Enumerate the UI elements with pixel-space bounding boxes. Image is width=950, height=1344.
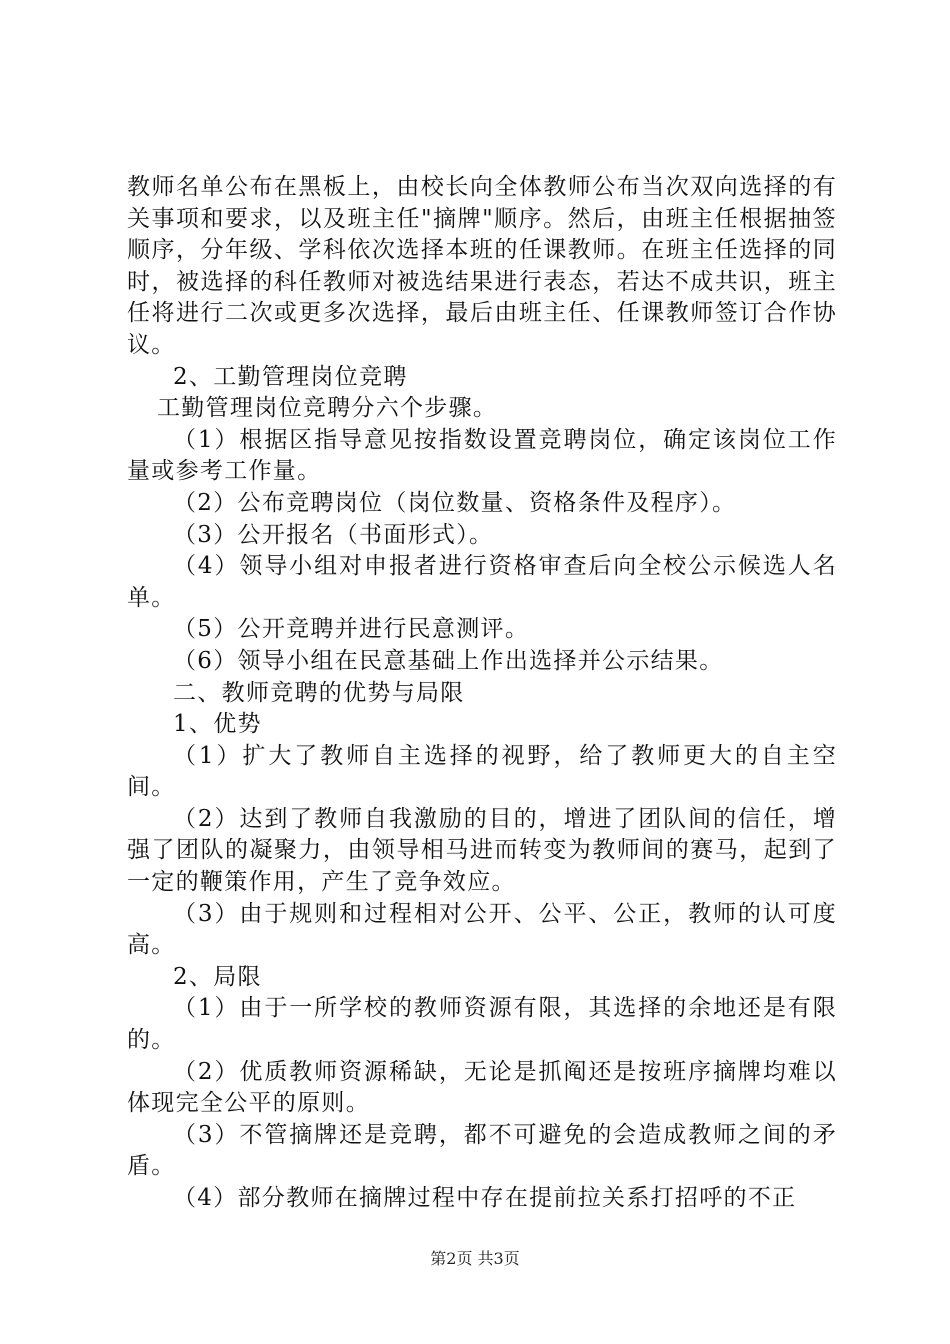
list-item-6: （6）领导小组在民意基础上作出选择并公示结果。 xyxy=(173,647,724,674)
paragraph-intro: 工勤管理岗位竞聘分六个步骤。 xyxy=(157,395,498,422)
list-item-3: （3）公开报名（书面形式）。 xyxy=(173,521,494,548)
body-text xyxy=(127,172,837,1215)
page-number-footer: 第2页 共3页 xyxy=(430,1249,520,1268)
list-item-4: （4）领导小组对申报者进行资格审查后向全校公示候选人名单。 xyxy=(127,553,837,611)
advantage-item-1: （1）扩大了教师自主选择的视野，给了教师更大的自主空间。 xyxy=(127,742,837,801)
paragraph-continuation: 教师名单公布在黑板上，由校长向全体教师公布当次双向选择的有关事项和要求，以及班主任"摘牌"顺序。然后，由班主任根据抽签顺序，分年级、学科依次选择本班的任课教师。在班主任选择的同时，被选择的科任教师对被选结果进行表态，若达不成共识，班主任将进行二次或更多次选择，最后由班主任、任课教师签订合作协议。 xyxy=(127,174,837,358)
chapter-heading: 二、教师竞聘的优势与局限 xyxy=(173,679,465,706)
section-heading-2: 2、工勤管理岗位竞聘 xyxy=(173,363,408,390)
limit-item-3: （3）不管摘牌还是竞聘，都不可避免的会造成教师之间的矛盾。 xyxy=(127,1121,837,1180)
list-item-1: （1）根据区指导意见按指数设置竞聘岗位，确定该岗位工作量或参考工作量。 xyxy=(127,426,837,485)
advantage-item-3: （3）由于规则和过程相对公开、公平、公正，教师的认可度高。 xyxy=(127,900,837,959)
limit-item-4: （4）部分教师在摘牌过程中存在提前拉关系打招呼的不正 xyxy=(173,1185,797,1211)
list-item-2: （2）公布竞聘岗位（岗位数量、资格条件及程序）。 xyxy=(173,489,737,516)
limit-item-1: （1）由于一所学校的教师资源有限，其选择的余地还是有限的。 xyxy=(127,995,837,1054)
section-heading-limits: 2、局限 xyxy=(173,963,262,990)
list-item-5: （5）公开竞聘并进行民意测评。 xyxy=(173,616,530,643)
advantage-item-2: （2）达到了教师自我激励的目的，增进了团队间的信任，增强了团队的凝聚力，由领导相马进而转变为教师间的赛马，起到了一定的鞭策作用，产生了竞争效应。 xyxy=(127,805,837,896)
limit-item-2: （2）优质教师资源稀缺，无论是抓阄还是按班序摘牌均难以体现完全公平的原则。 xyxy=(127,1058,837,1117)
section-heading-advantages: 1、优势 xyxy=(173,711,262,738)
